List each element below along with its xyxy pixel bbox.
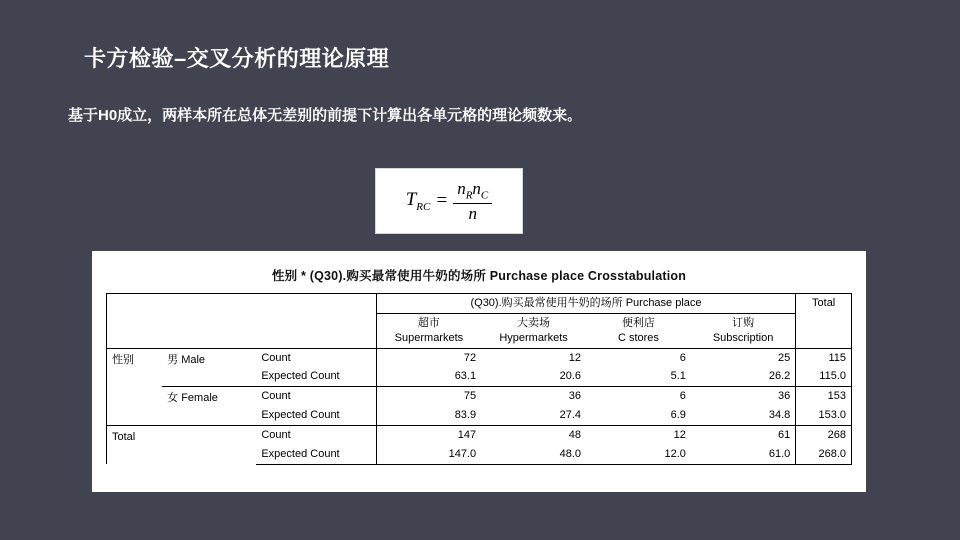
cell-value: 6 (586, 348, 691, 367)
column-header-supermarkets: 超市 Supermarkets (394, 316, 464, 344)
formula-expression (406, 180, 493, 223)
row-measure-expected-count: Expected Count (256, 406, 376, 425)
row-measure-expected-count: Expected Count (256, 367, 376, 386)
row-measure-count: Count (256, 387, 376, 406)
header-spacer (107, 294, 163, 314)
cell-row-total: 115.0 (796, 367, 852, 386)
cell-value: 26.2 (691, 367, 796, 386)
slide-subtitle-main: 基于H0成立，两样本所在总体无差别的前提下计算出各单元格的理论频数来 (68, 107, 568, 124)
table-row-total (107, 425, 852, 444)
row-measure-count: Count (256, 348, 376, 367)
cell-value: 27.4 (559, 409, 581, 422)
cell-value: 36 (691, 387, 796, 406)
slide-subtitle-tail: 。 (567, 108, 581, 123)
cell-row-total: 268 (796, 425, 852, 444)
row-measure-count: Count (256, 425, 376, 444)
group-header: (Q30).购买最常使用牛奶的场所 Purchase place (376, 294, 796, 314)
cell-value: 12 (586, 425, 691, 444)
cell-value: 20.6 (559, 370, 581, 383)
cell-value: 61 (691, 425, 796, 444)
cell-value: 75 (376, 387, 481, 406)
cell-value: 63.1 (454, 370, 477, 383)
crosstab-table (106, 293, 852, 465)
formula-numerator: $n_Rn_C$ (457, 178, 489, 201)
cell-value: 147.0 (376, 445, 481, 464)
cell-value: 72 (376, 348, 481, 367)
column-header-subscription: 订购 Subscription (691, 313, 796, 348)
cell-value: 12.0 (586, 445, 691, 464)
table-row (107, 387, 852, 406)
cell-value: 36 (481, 387, 586, 406)
cell-value: 6.9 (670, 409, 686, 422)
row-category-male: 男 Male (162, 348, 256, 387)
cell-row-total: 153 (796, 387, 852, 406)
cell-value: 5.1 (670, 370, 686, 383)
total-header: Total (796, 294, 852, 314)
row-group-label-gender: 性别 (107, 348, 163, 425)
cell-row-total: 268.0 (796, 445, 852, 464)
formula-denominator: n (468, 203, 477, 223)
cell-value: 6 (586, 387, 691, 406)
formula-lhs-subscript: RC (416, 200, 431, 213)
cell-row-total: 153.0 (796, 406, 852, 425)
formula-lhs: $T_{RC}$ (405, 189, 431, 213)
row-category-female: 女 Female (162, 387, 256, 426)
page-title: 卡方检验–交叉分析的理论原理 (84, 46, 390, 71)
header-spacer-6 (256, 313, 376, 348)
table-row (107, 348, 852, 367)
crosstab-card (92, 251, 866, 492)
cell-value: 25 (691, 348, 796, 367)
cell-value: 147 (376, 425, 481, 444)
formula-box (375, 168, 523, 234)
table-header-row-columns (107, 313, 852, 348)
cell-value: 48.0 (481, 445, 586, 464)
formula-fraction (453, 180, 492, 223)
header-spacer-5 (162, 313, 256, 348)
slide-subtitle (68, 104, 580, 125)
cell-row-total: 115 (796, 348, 852, 367)
header-spacer-4 (107, 313, 163, 348)
cell-value: 61.0 (691, 445, 796, 464)
header-spacer-3 (256, 294, 376, 314)
cell-value: 83.9 (454, 409, 477, 422)
column-header-cstores: 便利店 C stores (617, 316, 659, 344)
cell-value: 48 (481, 425, 586, 444)
table-caption: 性别 * (Q30).购买最常使用牛奶的场所 Purchase place Crosstabulation (271, 269, 687, 283)
header-spacer-2 (162, 294, 256, 314)
row-measure-expected-count: Expected Count (256, 445, 376, 464)
cell-value: 34.8 (691, 406, 796, 425)
table-header-row-group (107, 294, 852, 314)
cell-value: 12 (481, 348, 586, 367)
total-column-spacer (796, 313, 852, 348)
formula-equals: = (435, 190, 449, 211)
column-header-hypermarkets: 大卖场 Hypermarkets (499, 316, 568, 344)
row-category-total: Total (107, 425, 257, 464)
